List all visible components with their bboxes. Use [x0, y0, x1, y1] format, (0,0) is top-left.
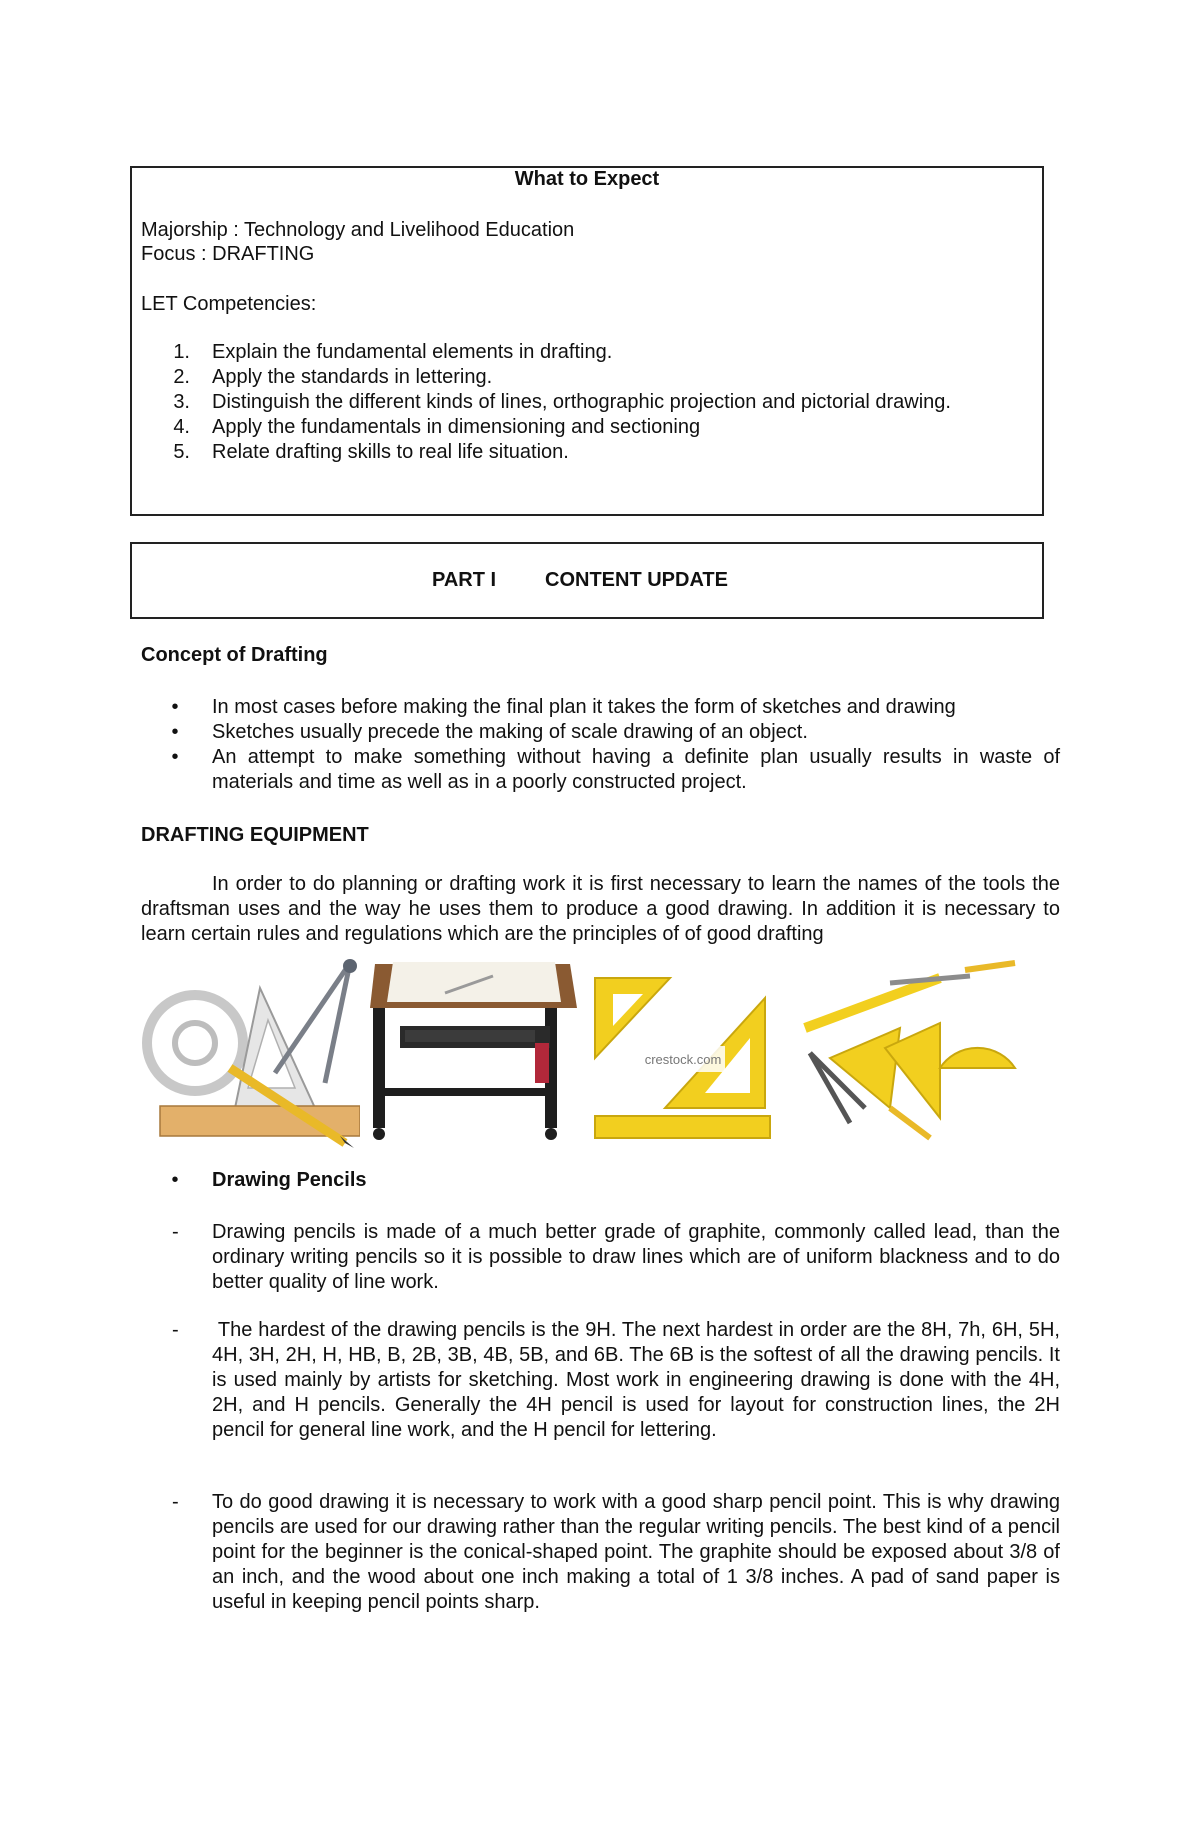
concept-bullet-text: In most cases before making the final plan it takes the form of sketches and drawing — [212, 696, 956, 718]
bullet-icon: • — [171, 721, 179, 743]
concept-heading: Concept of Drafting — [141, 644, 328, 666]
list-number: 5. — [173, 441, 190, 463]
majorship-line: Majorship : Technology and Livelihood Education — [141, 219, 575, 241]
part-title: CONTENT UPDATE — [545, 569, 728, 591]
competencies-label: LET Competencies: — [141, 293, 317, 315]
pencils-heading: Drawing Pencils — [212, 1169, 367, 1191]
list-text: Distinguish the different kinds of lines, orthographic projection and pictorial drawing. — [212, 391, 951, 413]
list-number: 1. — [173, 341, 190, 363]
dash-marker: - — [172, 1319, 179, 1341]
watermark-text: crestock.com — [644, 1052, 722, 1067]
part-label: PART I — [432, 569, 497, 591]
dash-marker: - — [172, 1221, 179, 1243]
list-number: 4. — [173, 416, 190, 438]
triangles-image — [585, 958, 785, 1148]
bullet-icon: • — [171, 1169, 179, 1191]
list-text: Apply the standards in lettering. — [212, 366, 493, 388]
drafting-tools-image — [140, 958, 360, 1148]
concept-bullet-text: Sketches usually precede the making of scale drawing of an object. — [212, 721, 808, 743]
bullet-icon: • — [171, 696, 179, 718]
focus-line: Focus : DRAFTING — [141, 243, 315, 265]
bullet-icon: • — [171, 746, 179, 768]
equipment-paragraph: In order to do planning or drafting work it is first necessary to learn the names of the tools the draftsman uses and the way he uses them to produce a good drawing. In addition it is necessary to learn certain rules and regulations which are the principles of of good drafting — [141, 873, 1060, 945]
pencils-paragraph: To do good drawing it is necessary to work with a good sharp pencil point. This is why drawing pencils are used for our drawing rather than the regular writing pencils. The best kind of a pencil point for the beginner is the conical-shaped point. The graphite should be exposed about 3/8 of an inch, and the wood about one inch making a total of 1 3/8 inches. A pad of sand paper is useful in keeping pencil points sharp. — [212, 1491, 1060, 1613]
equipment-heading: DRAFTING EQUIPMENT — [141, 824, 369, 846]
pencils-paragraph: The hardest of the drawing pencils is the 9H. The next hardest in order are the 8H, 7h, 6H, 5H, 4H, 3H, 2H, H, HB, B, 2B, 3B, 4B, 5B, and 6B. The 6B is the softest of all the drawing pencils. It is used mainly by artists for sketching. Most work in engineering drawing is done with the 4H, 2H, and H pencils. Generally the 4H pencil is used for layout for construction lines, the 2H pencil for general line work, and the H pencil for lettering. — [212, 1319, 1066, 1441]
list-text: Explain the fundamental elements in drafting. — [212, 341, 613, 363]
list-text: Apply the fundamentals in dimensioning and sectioning — [212, 416, 701, 438]
pencils-paragraph: Drawing pencils is made of a much better grade of graphite, commonly called lead, than the ordinary writing pencils so it is possible to draw lines which are of uniform blackness and to do better quality of line work. — [212, 1221, 1060, 1293]
list-number: 2. — [173, 366, 190, 388]
what-to-expect-title: What to Expect — [514, 168, 660, 190]
dash-marker: - — [172, 1491, 179, 1513]
compass-protractor-image — [790, 958, 1020, 1148]
list-number: 3. — [173, 391, 190, 413]
concept-bullet-text: An attempt to make something without having a definite plan usually results in waste of materials and time as well as in a poorly constructed project. — [212, 746, 1060, 793]
list-text: Relate drafting skills to real life situation. — [212, 441, 569, 463]
drafting-table-image — [365, 958, 580, 1148]
